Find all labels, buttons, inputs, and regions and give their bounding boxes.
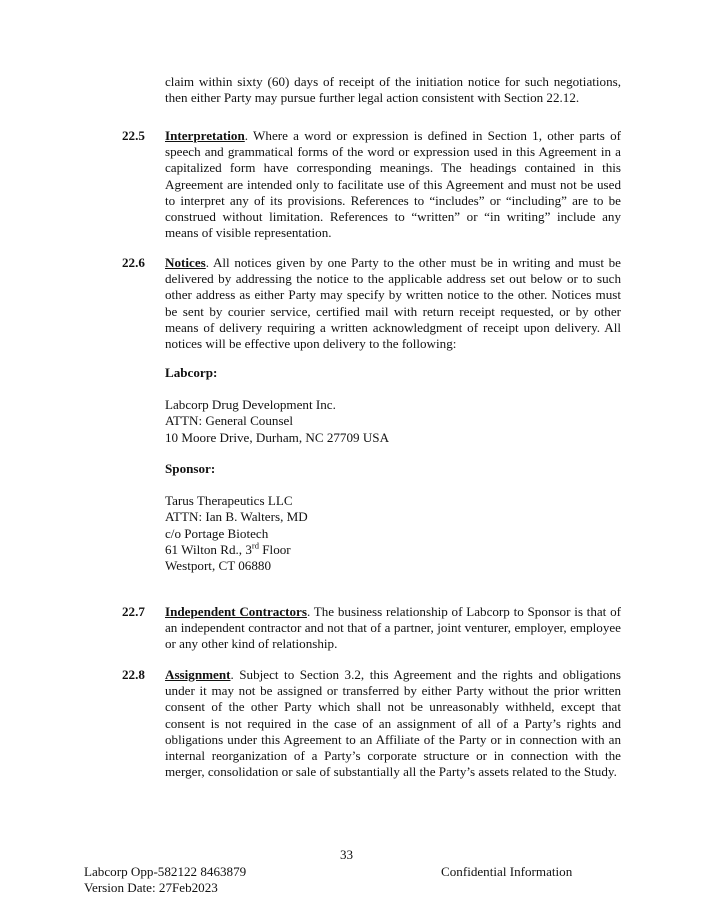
- address-line: [165, 542, 621, 558]
- section-heading: Interpretation: [165, 128, 245, 143]
- section-number-22-6: 22.6: [122, 255, 145, 270]
- address-line: Tarus Therapeutics LLC: [165, 493, 293, 509]
- page-number: 33: [340, 847, 354, 862]
- section-22-5: [165, 128, 621, 241]
- section-number-22-5: 22.5: [122, 128, 145, 143]
- address-line: 10 Moore Drive, Durham, NC 27709 USA: [165, 429, 390, 445]
- address-line: Labcorp Drug Development Inc.: [165, 397, 336, 413]
- continuation-text: claim within sixty (60) days of receipt of the initiation notice for such negotiations, then either Party may pursue further legal action consistent with Section 22.12.: [165, 74, 621, 106]
- section-heading: Assignment: [165, 667, 231, 682]
- address-line: c/o Portage Biotech: [165, 525, 269, 541]
- section-text: . Where a word or expression is defined in Section 1, other parts of speech and grammatical forms of the word or expression used in this Agreement in a capitalized form have corresponding meanings. The headings contained in this Agreement are intended only to facilitate use of this Agreement and must not be used to interpret any of its provisions. References to “includes” or “including” are to be construed without limitation. References to “written” or “in writing” include any means of visible representation.: [165, 128, 621, 241]
- section-number-22-8: 22.8: [122, 667, 145, 682]
- sponsor-label: Sponsor:: [165, 461, 216, 476]
- labcorp-label: Labcorp:: [165, 365, 218, 380]
- address-line: ATTN: General Counsel: [165, 413, 293, 429]
- footer-confidential: Confidential Information: [441, 864, 573, 879]
- footer-doc-id: Labcorp Opp-582122 8463879: [84, 864, 247, 879]
- street-suffix: Floor: [259, 541, 291, 557]
- labcorp-address-block: [165, 365, 621, 446]
- section-text: . All notices given by one Party to the other must be in writing and must be delivered by addressing the notice to the applicable address set out below or to such other address as either Party may specify by written notice to the other. Notices must be sent by courier service, certified mail with return receipt requested, or by other means of delivery requiring a written acknowledgment of receipt upon delivery. All notices will be effective upon delivery to the following:: [165, 255, 621, 352]
- section-heading: Notices: [165, 255, 206, 270]
- street-superscript: rd: [251, 540, 259, 551]
- section-22-7: [165, 604, 621, 653]
- section-22-8: [165, 667, 621, 780]
- continuation-paragraph: [165, 74, 621, 106]
- sponsor-address-block: [165, 461, 621, 574]
- section-heading: Independent Contractors: [165, 604, 307, 619]
- section-number-22-7: 22.7: [122, 604, 145, 619]
- address-line: Westport, CT 06880: [165, 558, 271, 574]
- street-prefix: 61 Wilton Rd., 3: [165, 541, 252, 557]
- footer-version-date: Version Date: 27Feb2023: [84, 880, 218, 895]
- section-text: . The business relationship of Labcorp to Sponsor is that of an independent contractor and not that of a partner, joint venturer, employer, employee or any other kind of relationship.: [165, 604, 621, 652]
- section-text: . Subject to Section 3.2, this Agreement and the rights and obligations under it may not be assigned or transferred by either Party without the prior written consent of the other Party which shall not be unreasonably withheld, except that consent is not required in the case of an assignment of all of a Party’s rights and obligations under this Agreement to an Affiliate of the Party or in connection with an internal reorganization of a Party’s corporate structure or in connection with the merger, consolidation or sale of substantially all the Party’s assets related to the Study.: [165, 667, 621, 780]
- address-line: ATTN: Ian B. Walters, MD: [165, 509, 308, 525]
- section-22-6: [165, 255, 621, 352]
